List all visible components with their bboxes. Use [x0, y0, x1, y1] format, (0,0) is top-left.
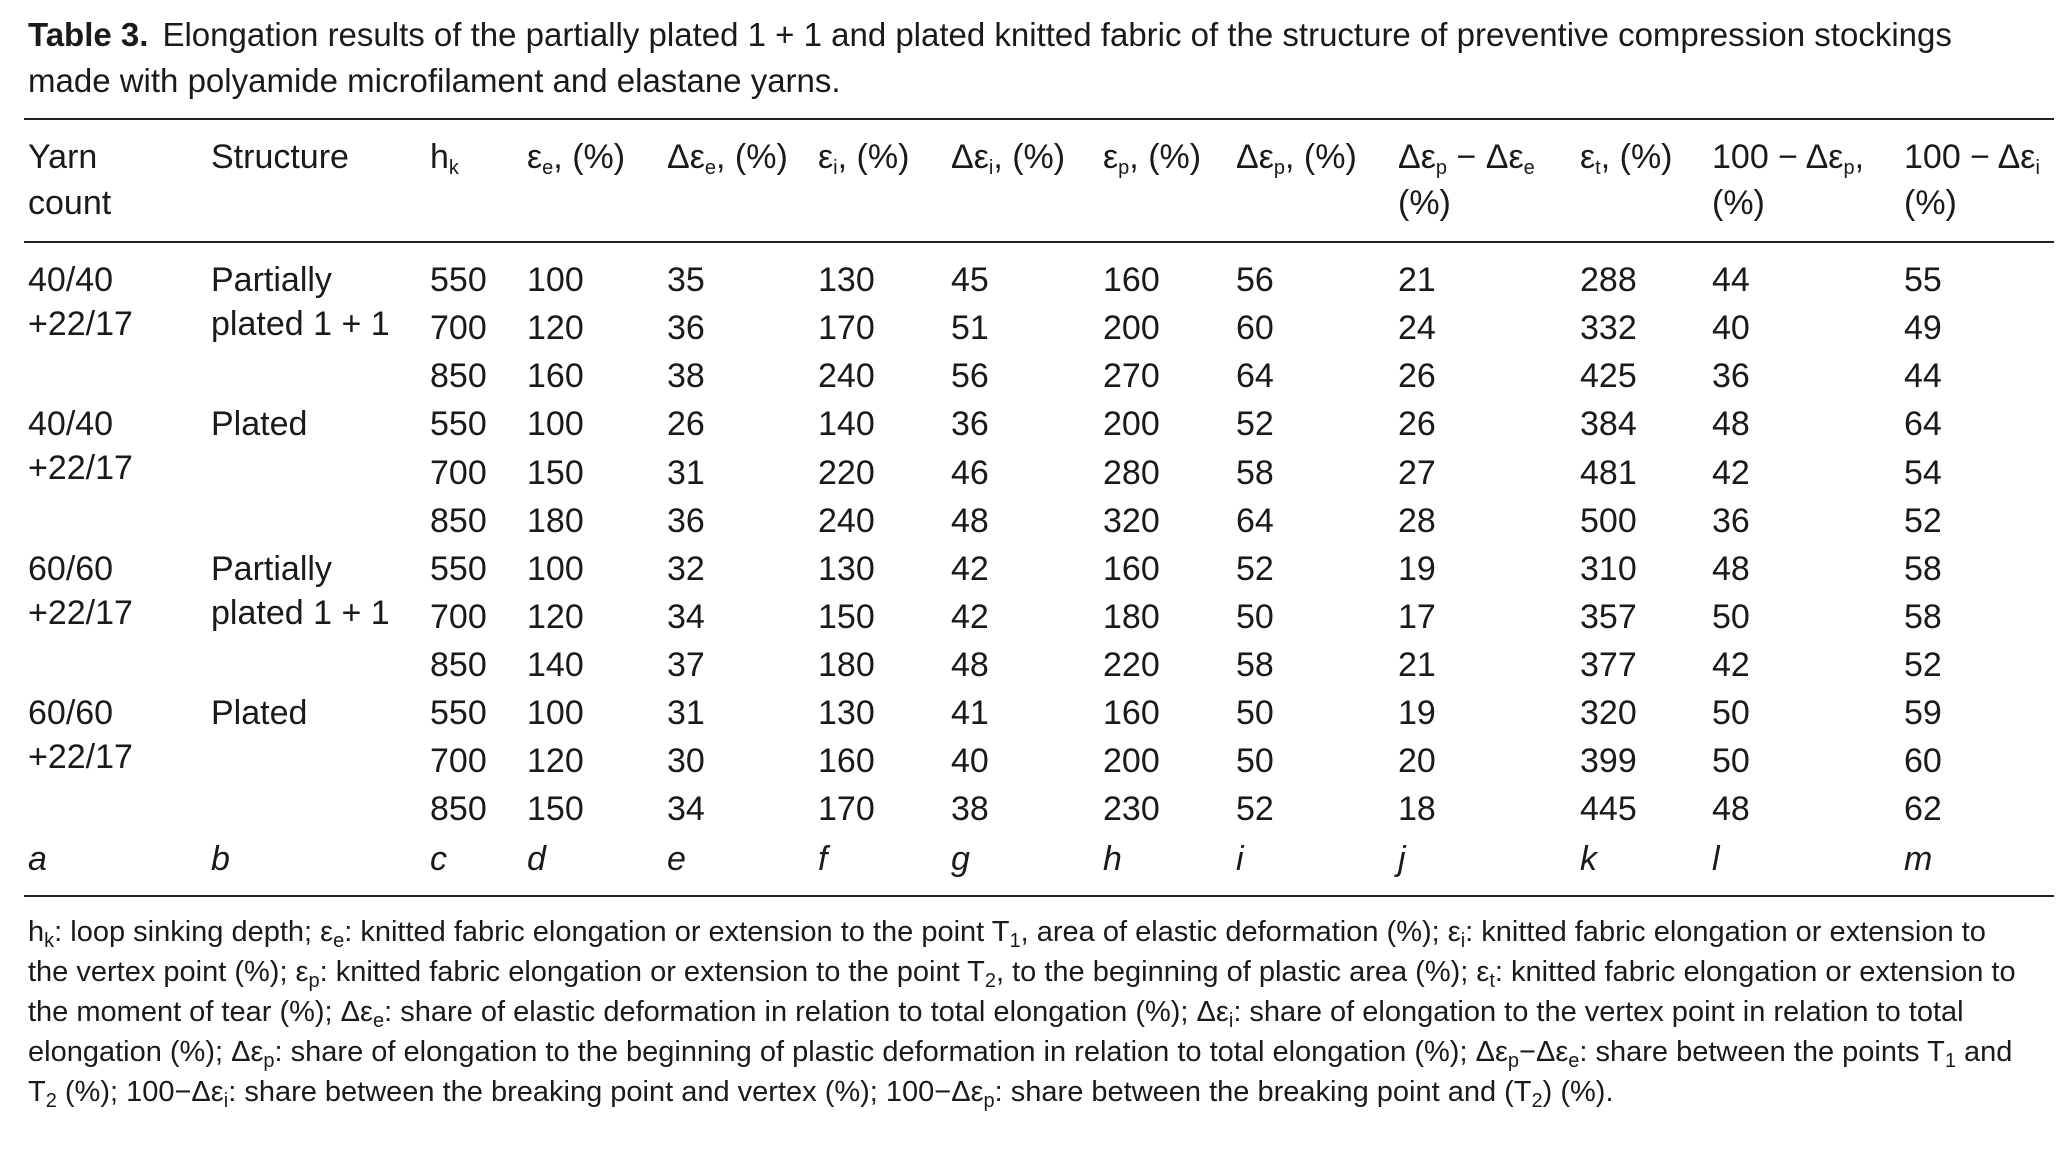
table-cell: 170	[818, 790, 875, 829]
header-elong-e: $\varepsilon_e$, (%)	[527, 138, 626, 179]
table-cell: 200	[1103, 309, 1160, 348]
table-cell: 200	[1103, 742, 1160, 781]
table-cell: 52	[1236, 549, 1274, 588]
header-rule	[24, 241, 2054, 243]
table-cell: 550	[430, 549, 487, 588]
column-letter: l	[1712, 840, 1720, 878]
table-cell: 332	[1580, 309, 1637, 348]
table-cell: 40	[1712, 309, 1750, 348]
column-letter: h	[1103, 840, 1122, 878]
table-cell: 100	[527, 405, 584, 444]
table-cell: 48	[1712, 790, 1750, 829]
table-cell: 34	[667, 790, 705, 829]
table-cell: 700	[430, 742, 487, 781]
header-100-minus-p: $100 - \Delta\varepsilon_p$, (%)	[1712, 138, 1865, 222]
table-cell: 19	[1398, 549, 1436, 588]
table-cell: 240	[818, 357, 875, 396]
table-cell: 140	[527, 646, 584, 684]
table-cell: 44	[1712, 261, 1750, 299]
table-cell: 49	[1904, 309, 1942, 348]
table-cell: 34	[667, 597, 705, 636]
table-cell: 357	[1580, 597, 1637, 636]
yarn-count-cell: 60/60	[28, 694, 114, 733]
table-cell: 28	[1398, 501, 1436, 540]
yarn-count-cell: +22/17	[28, 305, 133, 343]
table-top-rule	[24, 118, 2054, 120]
structure-cell: Partially	[211, 549, 332, 588]
table-cell: 18	[1398, 790, 1436, 829]
table-cell: 481	[1580, 453, 1637, 492]
table-cell: 41	[951, 694, 989, 733]
structure-cell: Plated	[211, 405, 308, 444]
table-cell: 38	[667, 357, 705, 396]
table-cell: 180	[527, 501, 584, 540]
table-cell: 310	[1580, 549, 1637, 588]
yarn-count-cell: 60/60	[28, 549, 114, 588]
header-hk: $h_k$	[430, 138, 459, 179]
table-cell: 48	[951, 646, 989, 684]
table-cell: 36	[1712, 357, 1750, 396]
table-cell: 52	[1904, 646, 1942, 684]
table-cell: 160	[527, 357, 584, 396]
table-cell: 120	[527, 742, 584, 781]
yarn-count-cell: +22/17	[28, 738, 133, 777]
yarn-count-cell: 40/40	[28, 261, 114, 299]
table-cell: 36	[1712, 501, 1750, 540]
table-cell: 21	[1398, 261, 1436, 299]
table-cell: 58	[1236, 646, 1274, 684]
table-cell: 150	[527, 453, 584, 492]
table-cell: 500	[1580, 501, 1637, 540]
table-cell: 200	[1103, 405, 1160, 444]
table-cell: 36	[667, 501, 705, 540]
table-cell: 150	[818, 597, 875, 636]
table-cell: 30	[667, 742, 705, 781]
table-cell: 220	[818, 453, 875, 492]
table-cell: 37	[667, 646, 705, 684]
column-letter: f	[818, 840, 828, 878]
header-elong-i: $\varepsilon_i$, (%)	[818, 138, 910, 179]
column-letter: g	[951, 840, 970, 878]
column-letter: d	[527, 840, 546, 878]
table-cell: 377	[1580, 646, 1637, 684]
column-letter: i	[1236, 840, 1244, 878]
column-letter: b	[211, 840, 230, 878]
table-cell: 31	[667, 453, 705, 492]
table-cell: 42	[951, 549, 989, 588]
table-cell: 62	[1904, 790, 1942, 829]
table-cell: 26	[1398, 357, 1436, 396]
table-cell: 56	[1236, 261, 1274, 299]
header-yarn-count: Yarn count	[28, 138, 112, 222]
table-cell: 180	[1103, 597, 1160, 636]
table-cell: 160	[1103, 261, 1160, 299]
table-cell: 50	[1712, 742, 1750, 781]
table-cell: 35	[667, 261, 705, 299]
header-elong-p: $\varepsilon_p$, (%)	[1103, 138, 1202, 179]
table-cell: 58	[1904, 597, 1942, 636]
table-cell: 288	[1580, 261, 1637, 299]
table-cell: 26	[1398, 405, 1436, 444]
caption-label: Table 3.	[28, 16, 149, 53]
table-cell: 42	[1712, 453, 1750, 492]
table-cell: 36	[951, 405, 989, 444]
table-cell: 55	[1904, 261, 1942, 299]
footnote-text: $h_k$: loop sinking depth; $\varepsilon_e$: knitted fabric elongation or extension to the point $T_1$, area of elastic deformation (%); $\varepsilon_i$: knitted fabric elongation or extension to the vertex point (%); $\varepsilon_p$: knitted fabric elongation or extension to the point $T_2$, to the beginning of plastic area (%); $\varepsilon_t$: knitted fabric elongation or extension to the moment of tear (%); $\Delta\varepsilon_e$: share of elastic deformation in relation to total elongation (%); $\Delta\varepsilon_i$: share of elongation to the vertex point in relation to total elongation (%); $\Delta\varepsilon_p$: share of elongation to the beginning of plastic deformation in relation to total elongation (%); $\Delta\varepsilon_p-\Delta\varepsilon_e$: share between the points $T_1$ and $T_2$ (%); $100-\Delta\varepsilon_i$: share between the breaking point and vertex (%); $100-\Delta\varepsilon_p$: share between the breaking point and $(T_2)$ (%).	[28, 916, 2016, 1112]
table-cell: 48	[1712, 405, 1750, 444]
yarn-count-cell: +22/17	[28, 449, 133, 488]
table-cell: 100	[527, 549, 584, 588]
table-cell: 36	[667, 309, 705, 348]
table-cell: 130	[818, 549, 875, 588]
table-cell: 320	[1580, 694, 1637, 733]
table-cell: 850	[430, 790, 487, 829]
table-cell: 52	[1236, 405, 1274, 444]
yarn-count-cell: +22/17	[28, 593, 133, 632]
table-cell: 130	[818, 694, 875, 733]
table-cell: 42	[1712, 646, 1750, 684]
structure-cell: Plated	[211, 694, 308, 733]
column-letter: j	[1398, 840, 1406, 878]
table-cell: 230	[1103, 790, 1160, 829]
header-structure: Structure	[211, 138, 349, 176]
table-bottom-rule	[24, 895, 2054, 897]
table-cell: 240	[818, 501, 875, 540]
table-cell: 44	[1904, 357, 1942, 396]
table-cell: 160	[1103, 694, 1160, 733]
table-cell: 40	[951, 742, 989, 781]
table-cell: 64	[1904, 405, 1942, 444]
table-cell: 180	[818, 646, 875, 684]
table-cell: 21	[1398, 646, 1436, 684]
header-share-p: $\Delta\varepsilon_p$, (%)	[1236, 138, 1357, 179]
caption-text: Elongation results of the partially plated 1 + 1 and plated knitted fabric of the structure of preventive compression stockings made with polyamide microfilament and elastane yarns.	[28, 16, 1952, 99]
table-cell: 46	[951, 453, 989, 492]
table-cell: 26	[667, 405, 705, 444]
table-cell: 384	[1580, 405, 1637, 444]
column-letter: m	[1904, 840, 1933, 878]
table-cell: 20	[1398, 742, 1436, 781]
table-cell: 51	[951, 309, 989, 348]
table-footnotes	[28, 912, 2028, 1112]
table-cell: 700	[430, 453, 487, 492]
table-cell: 850	[430, 357, 487, 396]
table-cell: 425	[1580, 357, 1637, 396]
table-cell: 52	[1236, 790, 1274, 829]
table-cell: 19	[1398, 694, 1436, 733]
column-letter: a	[28, 840, 47, 878]
table-cell: 280	[1103, 453, 1160, 492]
table-cell: 120	[527, 309, 584, 348]
structure-cell: Partially	[211, 261, 332, 299]
table-cell: 850	[430, 646, 487, 684]
structure-cell: plated 1 + 1	[211, 593, 390, 632]
table-cell: 700	[430, 597, 487, 636]
table-cell: 50	[1712, 694, 1750, 733]
table-cell: 31	[667, 694, 705, 733]
table-cell: 220	[1103, 646, 1160, 684]
table-cell: 56	[951, 357, 989, 396]
yarn-count-cell: 40/40	[28, 405, 114, 444]
table-cell: 850	[430, 501, 487, 540]
column-letter: k	[1580, 840, 1597, 878]
table-cell: 50	[1712, 597, 1750, 636]
table-cell: 550	[430, 694, 487, 733]
table-cell: 120	[527, 597, 584, 636]
table-cell: 100	[527, 261, 584, 299]
table-cell: 50	[1236, 694, 1274, 733]
table-cell: 550	[430, 405, 487, 444]
table-cell: 54	[1904, 453, 1942, 492]
table-cell: 140	[818, 405, 875, 444]
table-cell: 17	[1398, 597, 1436, 636]
table-cell: 58	[1236, 453, 1274, 492]
table-cell: 27	[1398, 453, 1436, 492]
table-cell: 160	[818, 742, 875, 781]
column-letter: e	[667, 840, 686, 878]
header-share-i: $\Delta\varepsilon_i$, (%)	[951, 138, 1066, 179]
table-cell: 59	[1904, 694, 1942, 733]
table-cell: 60	[1904, 742, 1942, 781]
table-cell: 160	[1103, 549, 1160, 588]
table-cell: 170	[818, 309, 875, 348]
table-cell: 700	[430, 309, 487, 348]
table-cell: 48	[951, 501, 989, 540]
table-cell: 50	[1236, 597, 1274, 636]
table-cell: 24	[1398, 309, 1436, 348]
header-share-e: $\Delta\varepsilon_e$, (%)	[667, 138, 788, 179]
table-cell: 130	[818, 261, 875, 299]
table-cell: 58	[1904, 549, 1942, 588]
table-cell: 64	[1236, 357, 1274, 396]
header-100-minus-i: $100 - \Delta\varepsilon_i$ (%)	[1904, 138, 2040, 222]
table-cell: 48	[1712, 549, 1750, 588]
table-cell: 45	[951, 261, 989, 299]
table-cell: 64	[1236, 501, 1274, 540]
table-cell: 100	[527, 694, 584, 733]
table-cell: 550	[430, 261, 487, 299]
table-cell: 150	[527, 790, 584, 829]
table-cell: 42	[951, 597, 989, 636]
table-cell: 445	[1580, 790, 1637, 829]
column-letter: c	[430, 840, 447, 878]
structure-cell: plated 1 + 1	[211, 305, 390, 343]
header-elong-t: $\varepsilon_t$, (%)	[1580, 138, 1673, 179]
table-cell: 52	[1904, 501, 1942, 540]
table-cell: 32	[667, 549, 705, 588]
table-cell: 320	[1103, 501, 1160, 540]
table-caption	[28, 12, 2018, 104]
table-cell: 399	[1580, 742, 1637, 781]
header-share-diff: $\Delta\varepsilon_p - \Delta\varepsilon_e$ (%)	[1398, 138, 1535, 222]
table-cell: 50	[1236, 742, 1274, 781]
table-cell: 60	[1236, 309, 1274, 348]
table-cell: 270	[1103, 357, 1160, 396]
table-cell: 38	[951, 790, 989, 829]
